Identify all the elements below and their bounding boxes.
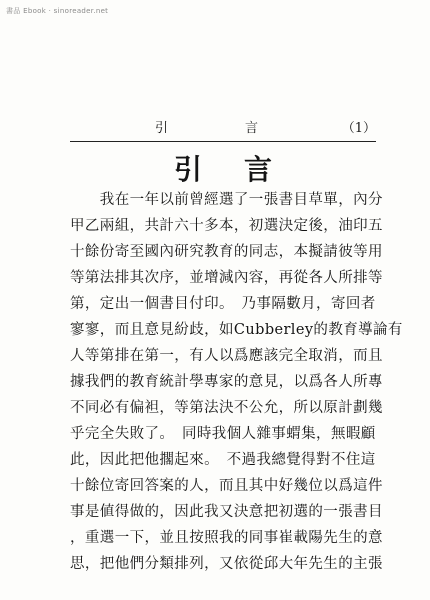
text-line: 甲乙兩組，共計六十多本，初選決定後，油印五 [70, 218, 383, 234]
text-line: ，重選一下，並且按照我的同事崔載陽先生的意 [70, 530, 383, 546]
running-head-center: 言 [245, 121, 259, 136]
text-line: 事是値得做的，因此我又決意把初選的一張書目 [70, 504, 383, 520]
header-rule [70, 141, 376, 142]
text-line: 據我們的教育統計學專家的意見，以爲各人所專 [70, 374, 383, 390]
text-line: 不同必有偏袒，等第法決不公允，所以原計劃幾 [70, 400, 383, 416]
text-line: 第，定出一個書目付印。 乃事隔數月，寄回者 [70, 296, 376, 312]
text-line: 乎完全失敗了。 同時我個人雜事蝟集，無暇顧 [70, 426, 376, 442]
text-line: 人等第排在第一，有人以爲應該完全取消，而且 [70, 348, 383, 364]
body-text [70, 187, 403, 577]
watermark: 書品 Ebook · sinoreader.net [6, 7, 109, 15]
text-line: 我在一年以前曾經選了一張書目草單，內分 [70, 192, 383, 208]
running-head-left: 引 [155, 121, 169, 136]
text-line: 此，因此把他擱起來。 不過我總覺得對不住這 [70, 452, 376, 468]
text-line: 十餘份寄至國內研究教育的同志，本擬請彼等用 [70, 244, 383, 260]
running-head [70, 117, 376, 137]
text-line: 寥寥，而且意見紛歧，如Cubberley的教育導論有 [70, 322, 403, 338]
page-number: （1） [341, 121, 376, 136]
text-line: 思，把他們分類排列，又依從邱大年先生的主張 [70, 556, 383, 572]
chapter-title: 引言 [173, 153, 314, 186]
text-line: 等第法排其次序，並增減內容，再從各人所排等 [70, 270, 383, 286]
text-line: 十餘位寄回答案的人，而且其中好幾位以爲這件 [70, 478, 383, 494]
